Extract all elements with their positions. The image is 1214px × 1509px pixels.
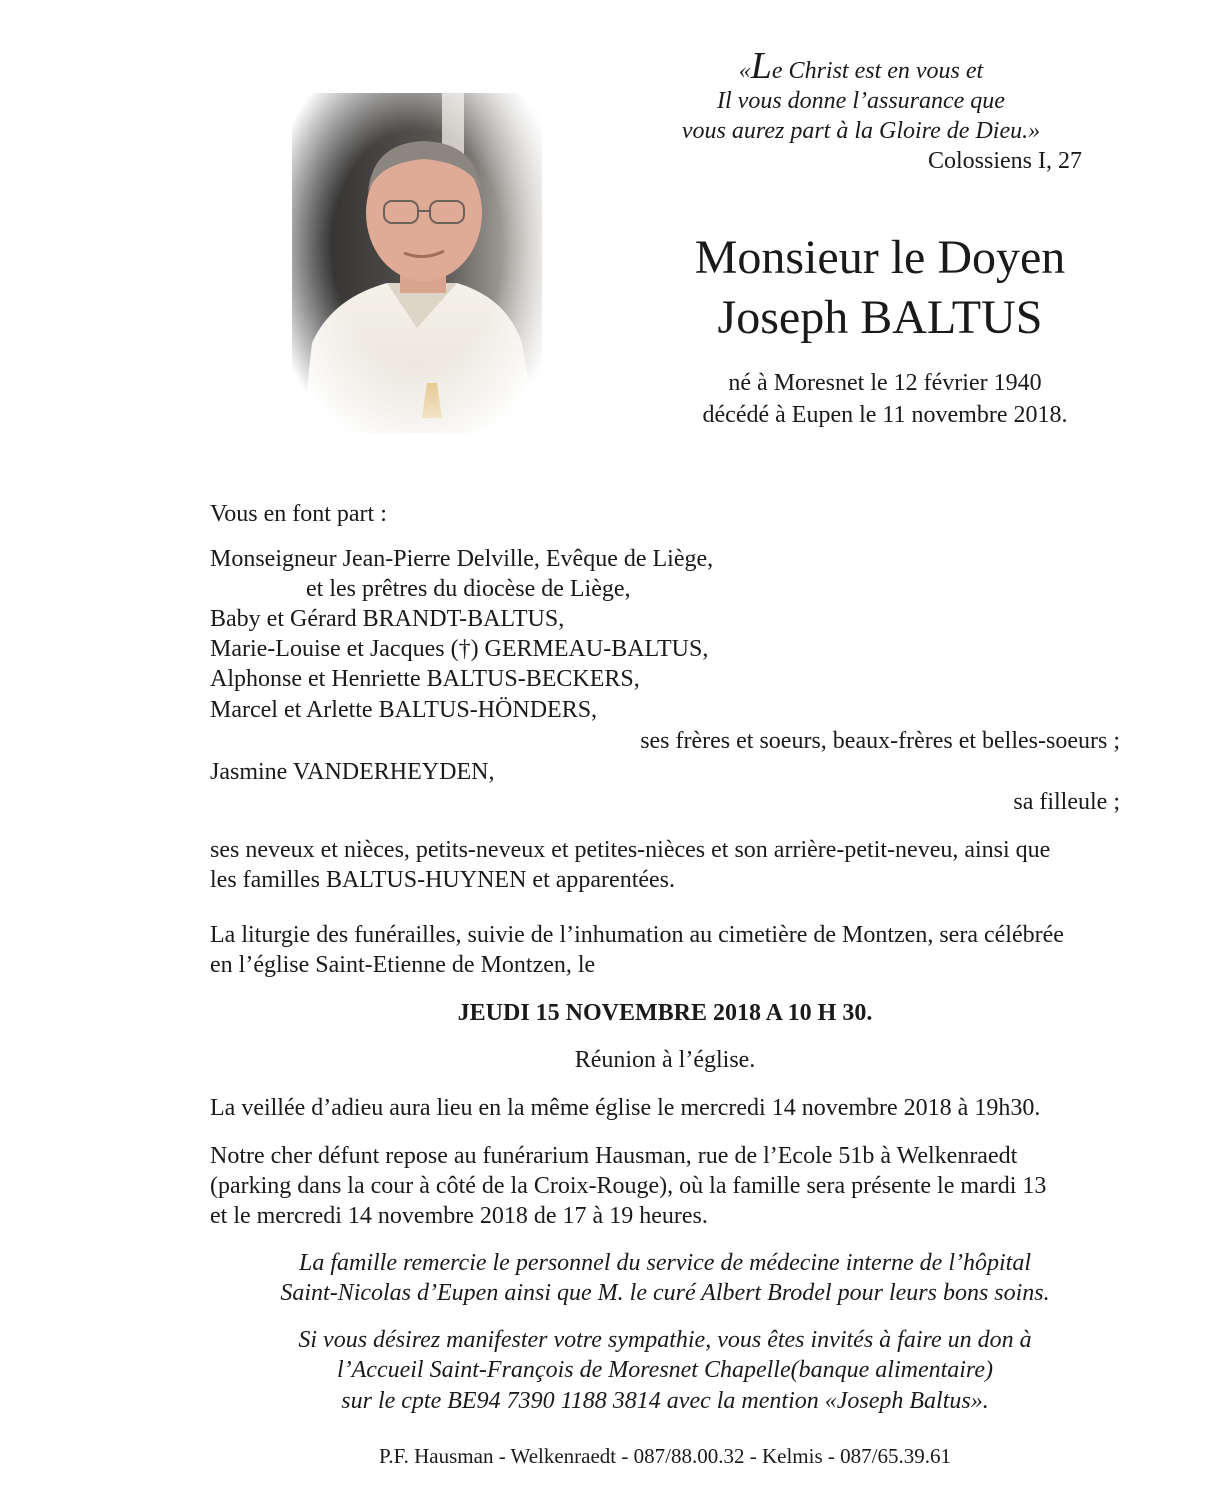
quote-reference: Colossiens I, 27 [927,148,1082,174]
announcer-line-2: et les prêtres du diocèse de Liège, [306,576,631,602]
liturgy-line-2: en l’église Saint-Etienne de Montzen, le [210,952,596,978]
title-line-2: Joseph BALTUS [717,291,1043,344]
goddaughter-note: sa filleule ; [1013,789,1120,815]
life-dates [600,367,1170,431]
deceased-title [600,228,1160,348]
donation-line-1: Si vous désirez manifester votre sympathie, vous êtes invités à faire un don à [298,1327,1032,1353]
announcer-line-7: Jasmine VANDERHEYDEN, [210,759,495,785]
siblings-note: ses frères et soeurs, beaux-frères et belles-soeurs ; [640,728,1120,754]
liturgy-line-1: La liturgie des funérailles, suivie de l’inhumation au cimetière de Montzen, sera célébrée [210,922,1064,948]
relatives-line-1: ses neveux et nièces, petits-neveux et petites-nièces et son arrière-petit-neveu, ainsi que [210,837,1051,863]
portrait-photo [292,93,542,433]
quote-line-3: vous aurez part à la Gloire de Dieu.» [681,118,1041,144]
announcer-line-1: Monseigneur Jean-Pierre Delville, Evêque de Liège, [210,546,714,572]
thanks-line-1: La famille remercie le personnel du service de médecine interne de l’hôpital [299,1250,1031,1276]
announcer-line-3: Baby et Gérard BRANDT-BALTUS, [210,606,565,632]
relatives-line-2: les familles BALTUS-HUYNEN et apparentées. [210,867,675,893]
vigil-line: La veillée d’adieu aura lieu en la même église le mercredi 14 novembre 2018 à 19h30. [210,1095,1041,1121]
announcement-intro: Vous en font part : [210,501,387,527]
quote-line-2: Il vous donne l’assurance que [717,88,1005,114]
rest-line-1: Notre cher défunt repose au funérarium Hausman, rue de l’Ecole 51b à Welkenraedt [210,1143,1018,1169]
death-line: décédé à Eupen le 11 novembre 2018. [702,402,1068,428]
funeral-home-footer: P.F. Hausman - Welkenraedt - 087/88.00.32 - Kelmis - 087/65.39.61 [379,1444,951,1468]
rest-line-3: et le mercredi 14 novembre 2018 de 17 à 19 heures. [210,1203,708,1229]
scripture-quote [600,45,1082,176]
quote-line-1: «Le Christ est en vous et [738,45,984,87]
donation-line-2: l’Accueil Saint-François de Moresnet Chapelle(banque alimentaire) [336,1357,994,1383]
meeting-note: Réunion à l’église. [574,1047,756,1073]
birth-line: né à Moresnet le 12 février 1940 [728,370,1042,396]
donation-line-3: sur le cpte BE94 7390 1188 3814 avec la mention «Joseph Baltus». [341,1388,989,1414]
thanks-line-2: Saint-Nicolas d’Eupen ainsi que M. le curé Albert Brodel pour leurs bons soins. [280,1280,1050,1306]
funeral-date: JEUDI 15 NOVEMBRE 2018 A 10 H 30. [457,1000,873,1026]
rest-line-2: (parking dans la cour à côté de la Croix-Rouge), où la famille sera présente le mardi 13 [210,1173,1047,1199]
title-line-1: Monsieur le Doyen [694,231,1066,284]
announcer-line-6: Marcel et Arlette BALTUS-HÖNDERS, [210,697,598,723]
announcer-line-5: Alphonse et Henriette BALTUS-BECKERS, [210,666,640,692]
announcer-line-4: Marie-Louise et Jacques (†) GERMEAU-BALTUS, [210,636,709,662]
